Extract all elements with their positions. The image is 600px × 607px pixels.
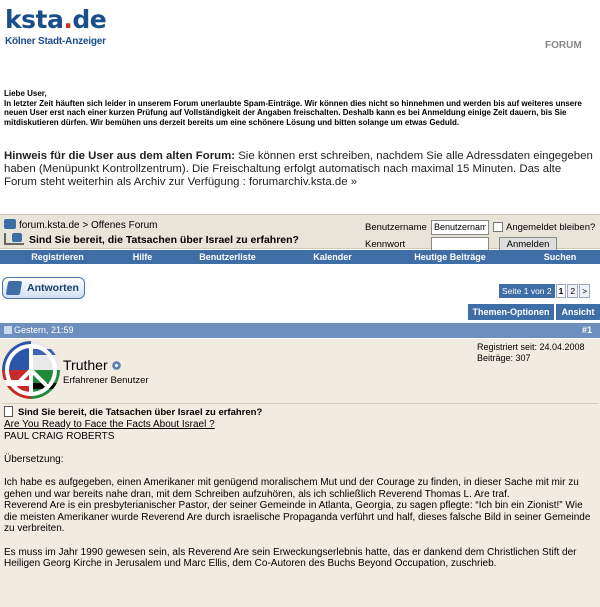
logo-subtitle: Kölner Stadt-Anzeiger	[5, 36, 106, 47]
login-form	[365, 219, 595, 253]
post-divider	[2, 403, 598, 404]
remember-label[interactable]: Angemeldet bleiben?	[506, 221, 596, 233]
page-2-link[interactable]: 2	[567, 284, 578, 298]
avatar-peace-flag-icon	[2, 341, 60, 399]
user-registered: Registriert seit: 24.04.2008	[477, 342, 585, 352]
post-paragraph-2: Reverend Are is ein presbyterianischer Pastor, der seiner Gemeinde in Atlanta, Georgia, zu sagen pflegte: “Ich bin ein Zionist!” Wie die meisten Amerikaner wurde Reverend Are durch israelische Propaganda verführt und half, dieses falsche Bild in seiner Gemeinde zu verbreiten.	[4, 500, 591, 535]
reply-pen-icon	[6, 281, 22, 295]
username-input[interactable]	[431, 220, 489, 235]
user-title: Erfahrener Benutzer	[63, 375, 149, 386]
hint-title: Hinweis für die User aus dem alten Forum:	[4, 150, 236, 162]
post-date: Gestern, 21:59	[14, 325, 74, 335]
nav-todays-posts[interactable]: Heutige Beiträge	[414, 252, 486, 262]
site-header	[0, 0, 600, 80]
thread-options-bar	[0, 304, 600, 320]
breadcrumb: forum.ksta.de > Offenes Forum	[4, 219, 158, 231]
post-icon	[4, 326, 12, 334]
post-body	[0, 339, 600, 607]
post-paragraph-3: Es muss im Jahr 1990 gewesen sein, als Reverend Are sein Erweckungserlebnis hatte, das er dankend dem Christlichen Stift der Heiligen Georg Kirche in Jerusalem und Marc Ellis, dem Co-Autoren des Buchs Beyond Occupation, zuschrieb.	[4, 546, 577, 570]
post-author: PAUL CRAIG ROBERTS	[4, 430, 115, 442]
post-document-icon	[4, 406, 13, 417]
notice-greeting: Liebe User,	[4, 89, 47, 98]
username-label: Benutzername	[365, 221, 427, 233]
page-info[interactable]: Seite 1 von 2	[499, 284, 555, 298]
main-navbar	[0, 250, 600, 264]
page-current: 1	[556, 284, 567, 298]
nav-memberlist[interactable]: Benutzerliste	[199, 252, 256, 262]
nav-calendar[interactable]: Kalender	[313, 252, 352, 262]
nav-search[interactable]: Suchen	[543, 252, 577, 262]
old-forum-hint	[4, 150, 596, 189]
user-info	[477, 342, 585, 363]
nav-help[interactable]: Hilfe	[132, 252, 153, 262]
thread-title: Sind Sie bereit, die Tatsachen über Israel zu erfahren?	[4, 233, 299, 246]
post-number-link[interactable]: #1	[581, 325, 592, 335]
source-article-link[interactable]: Are You Ready to Face the Facts About Israel ?	[4, 419, 215, 430]
online-status-icon	[112, 361, 121, 370]
site-logo[interactable]: ksta.de	[5, 5, 107, 34]
nav-register[interactable]: Registrieren	[31, 252, 84, 262]
view-menu[interactable]: Ansicht	[556, 304, 600, 320]
forum-home-icon[interactable]	[4, 219, 16, 229]
post-header	[0, 323, 600, 338]
thread-folder-icon	[4, 233, 24, 245]
post-title: Sind Sie bereit, die Tatsachen über Israel zu erfahren?	[4, 406, 262, 418]
translation-label: Übersetzung:	[4, 453, 64, 465]
next-page-link[interactable]: >	[579, 284, 590, 298]
breadcrumb-section-link[interactable]: Offenes Forum	[91, 220, 158, 231]
reply-button[interactable]: Antworten	[2, 277, 85, 299]
breadcrumb-login-box	[0, 214, 600, 249]
login-button[interactable]: Anmelden	[499, 237, 557, 252]
pagination	[499, 284, 591, 298]
thread-options-menu[interactable]: Themen-Optionen	[468, 304, 554, 320]
spam-notice	[4, 89, 596, 127]
user-avatar[interactable]	[2, 341, 60, 399]
post-paragraph-1: Ich habe es aufgegeben, einen Amerikaner mit genügend moralischem Mut und der Courage zu finden, in dieser Sache mit mir zu gehen und war bereits nahe dran, mit dem Schreiben aufzuhören, als ich schließlich Reverend Thomas L. Are traf.	[4, 476, 579, 500]
post-username[interactable]: Truther	[63, 357, 121, 373]
section-label: FORUM	[545, 40, 582, 51]
breadcrumb-site-link[interactable]: forum.ksta.de	[19, 220, 80, 231]
remember-checkbox[interactable]	[493, 222, 503, 232]
password-label: Kennwort	[365, 238, 406, 250]
notice-body: In letzter Zeit häuften sich leider in unserem Forum unerlaubte Spam-Einträge. Wir können dies nicht so hinnehmen und werden bis auf weiteres unsere neuen User erst nach einer kurzen Prüfung auf Vollständigkeit der Angaben freischalten. Deshalb kann es bei Anmeldung einige Zeit dauern, bis Sie mitdiskutieren dürfen. Wir bemühen uns derzeit bereits um eine schönere Lösung und bitten solange um etwas Geduld.	[4, 98, 582, 127]
user-post-count: Beiträge: 307	[477, 352, 531, 363]
hint-body: Sie können erst schreiben, nachdem Sie alle Adressdaten eingegeben haben (Menüpunkt Kontrollzentrum). Die Freischaltung erfolgt automatisch nach maximal 15 Minuten. Das alte Forum steht weiterhin als Archiv zur Verfügung : forumarchiv.ksta.de »	[4, 150, 593, 188]
post-content	[4, 419, 594, 570]
